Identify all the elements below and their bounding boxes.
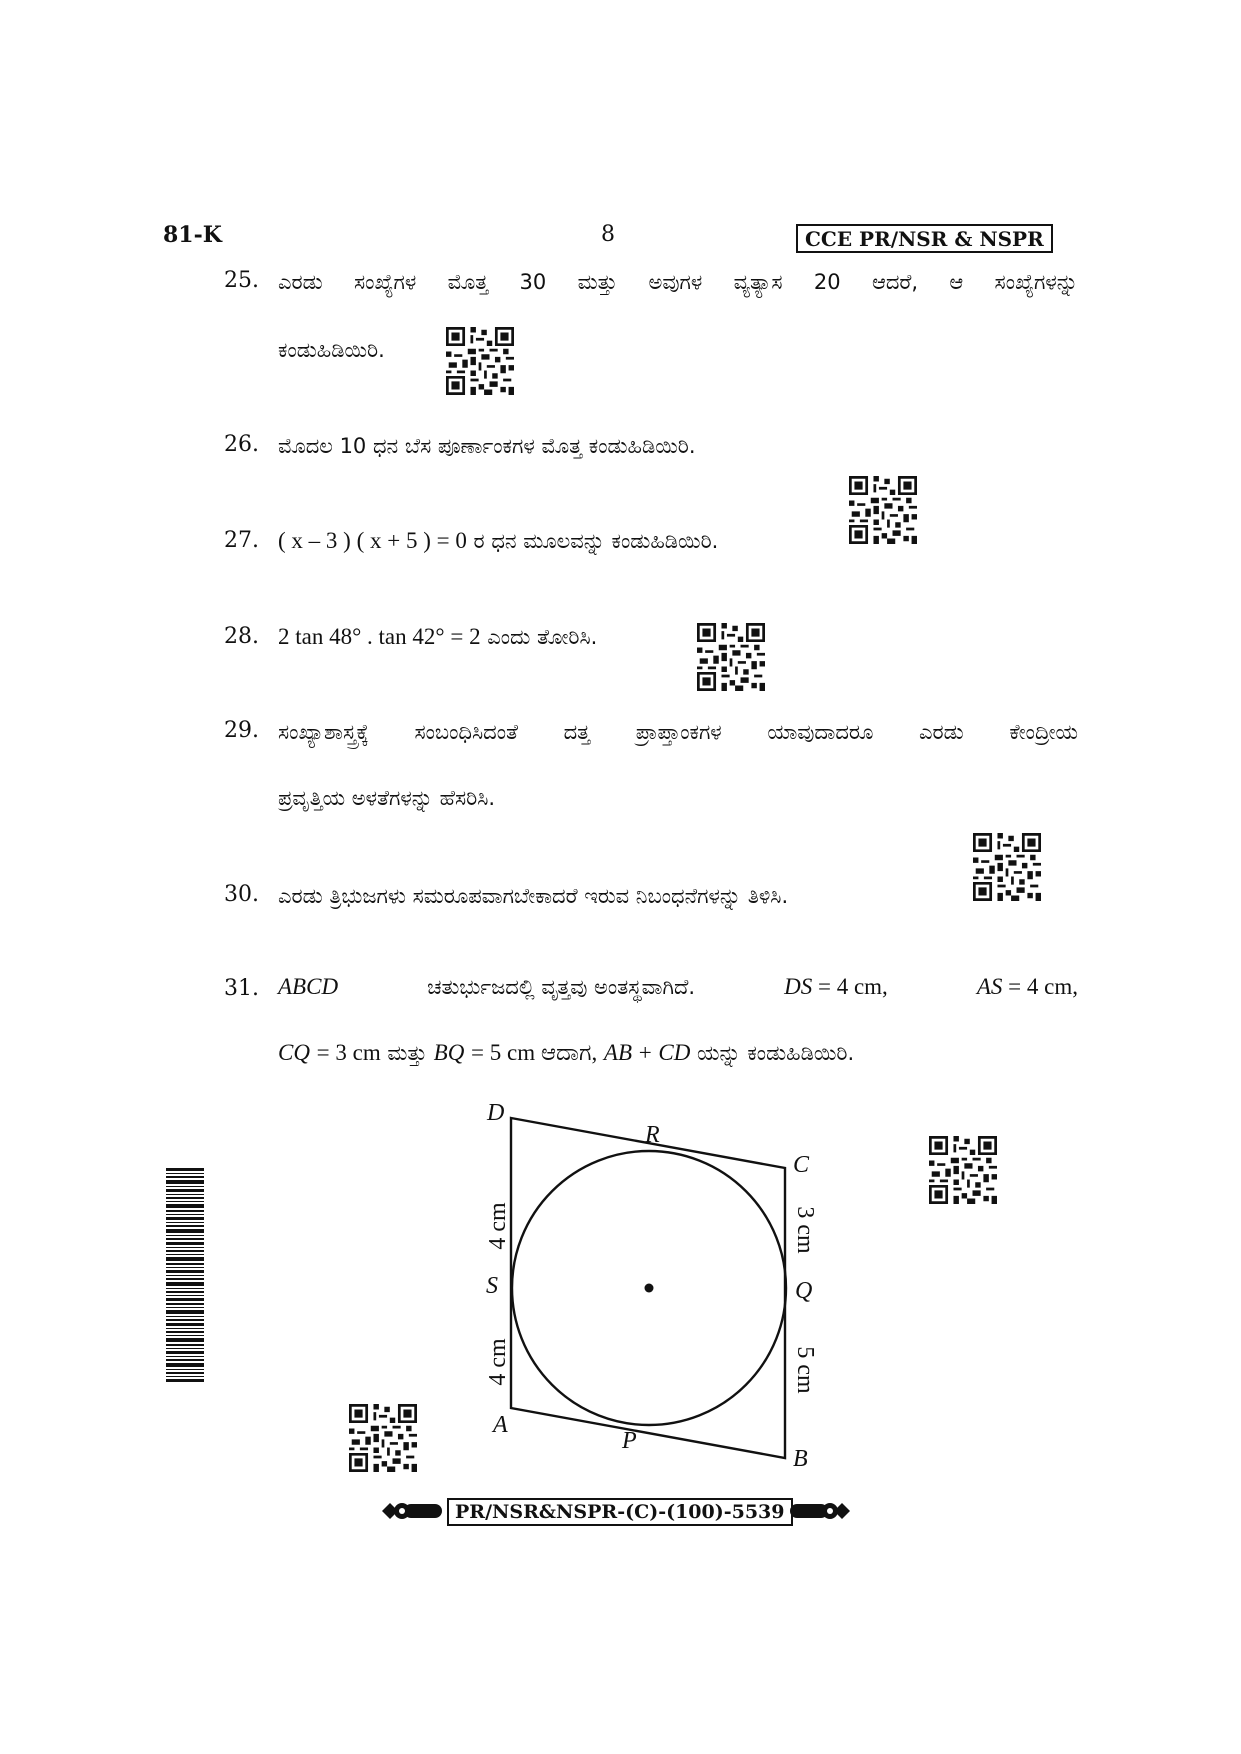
equation: 2 tan 48° . tan 42° = 2 bbox=[278, 624, 481, 649]
qr-code-icon bbox=[349, 1404, 417, 1472]
value-as: = 4 cm, bbox=[1008, 974, 1078, 999]
question-text-line1: ಎರಡು ಸಂಖ್ಯೆಗಳ ಮೊತ್ತ 30 ಮತ್ತು ಅವುಗಳ ವ್ಯತ್ಯಾಸ 20 ಆದರೆ, ಆ ಸಂಖ್ಯೆಗಳನ್ನು bbox=[278, 270, 1078, 294]
exam-label: CCE PR/NSR & NSPR bbox=[796, 224, 1053, 253]
quad-name: ABCD bbox=[278, 974, 339, 999]
vertex-b-label: B bbox=[793, 1446, 808, 1470]
question-text: ಯನ್ನು ಕಂಡುಹಿಡಿಯಿರಿ. bbox=[697, 1041, 855, 1065]
question-text: ಎರಡು ತ್ರಿಭುಜಗಳು ಸಮರೂಪವಾಗಬೇಕಾದರೆ ಇರುವ ನಿಬಂಧನೆಗಳನ್ನು ತಿಳಿಸಿ. bbox=[278, 884, 789, 908]
segment-bq: BQ bbox=[433, 1040, 465, 1065]
vertex-d-label: D bbox=[487, 1100, 505, 1126]
question-number: 25. bbox=[224, 268, 259, 293]
footer-code: PR/NSR&NSPR-(C)-(100)-5539 bbox=[447, 1498, 793, 1526]
vertex-c-label: C bbox=[793, 1152, 810, 1178]
qr-code-icon bbox=[973, 833, 1041, 901]
circle-center bbox=[645, 1284, 654, 1293]
segment-cd: CD bbox=[658, 1040, 691, 1065]
question-number: 30. bbox=[224, 882, 259, 907]
value-ds: = 4 cm, bbox=[817, 974, 888, 999]
page-number: 8 bbox=[601, 222, 615, 247]
qr-code-icon bbox=[849, 476, 917, 544]
length-cq-label: 3 cm bbox=[792, 1206, 818, 1254]
equation: ( x – 3 ) ( x + 5 ) = 0 bbox=[278, 528, 467, 553]
value-cq: = 3 cm bbox=[316, 1040, 381, 1065]
question-number: 26. bbox=[224, 432, 259, 457]
tangent-p-label: P bbox=[622, 1428, 637, 1454]
tangent-q-label: Q bbox=[795, 1278, 813, 1304]
question-number: 29. bbox=[224, 718, 259, 743]
vertex-a-label: A bbox=[493, 1412, 508, 1438]
circle-in-quadrilateral-figure bbox=[460, 1090, 860, 1470]
segment-cq: CQ bbox=[278, 1040, 310, 1065]
segment-as: AS bbox=[976, 974, 1003, 999]
segment-ab: AB bbox=[603, 1040, 632, 1065]
qr-code-icon bbox=[446, 327, 514, 395]
conjunction: ಮತ್ತು bbox=[387, 1041, 427, 1065]
ornament-icon bbox=[380, 1498, 444, 1524]
question-text: ರ ಧನ ಮೂಲವನ್ನು ಕಂಡುಹಿಡಿಯಿರಿ. bbox=[473, 529, 719, 553]
question-text-line2: ಕಂಡುಹಿಡಿಯಿರಿ. bbox=[278, 338, 385, 362]
plus-sign: + bbox=[638, 1040, 652, 1065]
barcode-icon bbox=[166, 1168, 204, 1382]
ornament-icon bbox=[788, 1498, 852, 1524]
question-number: 27. bbox=[224, 528, 259, 553]
paper-code: 81-K bbox=[163, 222, 222, 248]
length-ds-label: 4 cm bbox=[485, 1202, 511, 1250]
tangent-s-label: S bbox=[486, 1273, 498, 1299]
question-text-line1: ಸಂಖ್ಯಾಶಾಸ್ತ್ರಕ್ಕೆ ಸಂಬಂಧಿಸಿದಂತೆ ದತ್ತ ಪ್ರಾಪ್ತಾಂಕಗಳ ಯಾವುದಾದರೂ ಎರಡು ಕೇಂದ್ರೀಯ bbox=[278, 720, 1078, 744]
question-text: ಮೊದಲ 10 ಧನ ಬೆಸ ಪೂರ್ಣಾಂಕಗಳ ಮೊತ್ತ ಕಂಡುಹಿಡಿಯಿರಿ. bbox=[278, 434, 696, 458]
qr-code-icon bbox=[697, 623, 765, 691]
question-number: 28. bbox=[224, 624, 259, 649]
value-bq: = 5 cm ಆದಾಗ, bbox=[471, 1040, 598, 1065]
length-as-label: 4 cm bbox=[485, 1338, 511, 1386]
question-text-line2: ಪ್ರವೃತ್ತಿಯ ಅಳತೆಗಳನ್ನು ಹೆಸರಿಸಿ. bbox=[278, 786, 496, 810]
question-text: ಚತುರ್ಭುಜದಲ್ಲಿ ವೃತ್ತವು ಅಂತಸ್ಥವಾಗಿದೆ. bbox=[427, 975, 696, 999]
question-number: 31. bbox=[224, 976, 259, 1001]
segment-ds: DS bbox=[784, 974, 813, 999]
length-qb-label: 5 cm bbox=[792, 1346, 818, 1394]
tangent-r-label: R bbox=[645, 1122, 660, 1148]
question-text: ಎಂದು ತೋರಿಸಿ. bbox=[487, 625, 598, 649]
qr-code-icon bbox=[929, 1136, 997, 1204]
